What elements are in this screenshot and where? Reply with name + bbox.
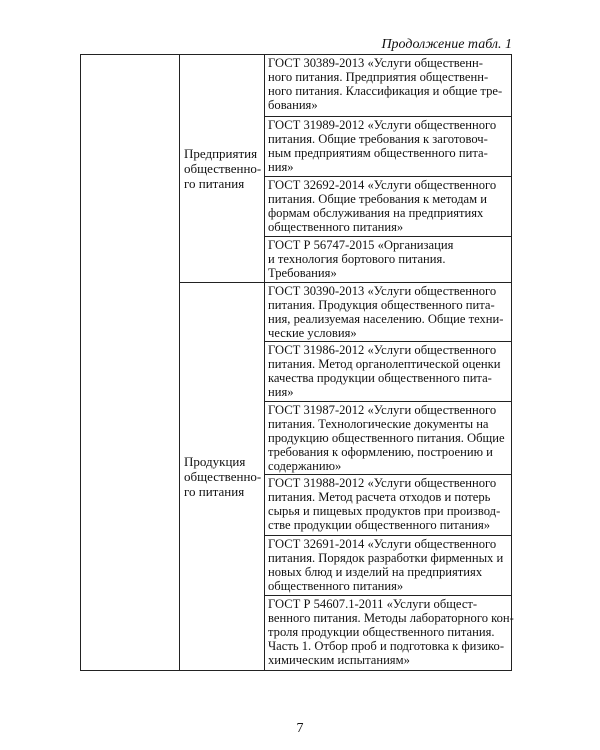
category-text-line: Предприятия — [184, 146, 258, 161]
standard-text-line: питания. Порядок разработки фирменных и — [268, 551, 504, 565]
standard-text-line: питания. Продукция общественного пита- — [268, 298, 495, 312]
standard-text-line: требования к оформлению, построению и — [268, 445, 493, 459]
category-text-line: го питания — [184, 176, 245, 191]
standard-cell — [265, 536, 512, 596]
standard-text-line: питания. Метод органолептической оценки — [268, 357, 501, 371]
standard-text-line: ГОСТ 31988-2012 «Услуги общественного — [268, 476, 497, 490]
standard-text-line: питания. Технологические документы на — [268, 417, 489, 431]
standard-cell — [265, 342, 512, 402]
category-text-line: общественно- — [184, 161, 262, 176]
standard-text-line: ГОСТ 32692-2014 «Услуги общественного — [268, 178, 497, 192]
standard-text-line: бования» — [268, 98, 318, 112]
category-text-line: Продукция — [184, 454, 246, 469]
standard-text-line: стве продукции общественного питания» — [268, 518, 491, 532]
standard-text-line: формам обслуживания на предприятиях — [268, 206, 484, 220]
standard-text-line: ния» — [268, 385, 294, 399]
standard-text-line: ГОСТ 32691-2014 «Услуги общественного — [268, 537, 497, 551]
standard-cell — [265, 177, 512, 237]
standard-text-line: ГОСТ 31987-2012 «Услуги общественного — [268, 403, 497, 417]
standard-cell — [265, 283, 512, 342]
standard-text-line: ным предприятиям общественного пита- — [268, 146, 488, 160]
standard-text-line: ного питания. Классификация и общие тре- — [268, 84, 503, 98]
standard-text-line: ГОСТ 30390-2013 «Услуги общественного — [268, 284, 497, 298]
page-number: 7 — [296, 721, 304, 736]
standard-cell — [265, 55, 512, 117]
standard-text-line: новых блюд и изделий на предприятиях — [268, 565, 483, 579]
standard-text-line: ния» — [268, 160, 294, 174]
standard-text-line: химическим испытаниям» — [268, 653, 410, 667]
standard-text-line: общественного питания» — [268, 579, 404, 593]
standard-text-line: питания. Общие требования к методам и — [268, 192, 487, 206]
table-continuation-title: Продолжение табл. 1 — [381, 37, 512, 52]
standard-cell — [265, 596, 512, 671]
standard-text-line: ного питания. Предприятия общественн- — [268, 70, 489, 84]
standard-text-line: продукцию общественного питания. Общие — [268, 431, 505, 445]
standard-text-line: питания. Общие требования к заготовоч- — [268, 132, 488, 146]
standard-text-line: ГОСТ 30389-2013 «Услуги общественн- — [268, 56, 483, 70]
standard-text-line: ГОСТ Р 54607.1-2011 «Услуги общест- — [268, 597, 478, 611]
standard-text-line: содержанию» — [268, 459, 342, 473]
empty-first-column-cell — [81, 55, 180, 671]
standard-cell — [265, 237, 512, 283]
category-text-line: го питания — [184, 484, 245, 499]
standard-text-line: ГОСТ Р 56747-2015 «Организация — [268, 238, 454, 252]
standard-cell — [265, 475, 512, 536]
standard-text-line: и технология бортового питания. — [268, 252, 446, 266]
standard-cell — [265, 117, 512, 177]
standard-text-line: ческие условия» — [268, 326, 357, 340]
standard-text-line: Требования» — [268, 266, 337, 280]
standard-cell — [265, 402, 512, 475]
standard-text-line: венного питания. Методы лабораторного кон- — [268, 611, 514, 625]
table-row — [81, 55, 512, 117]
standard-text-line: троля продукции общественного питания. — [268, 625, 495, 639]
standard-text-line: ГОСТ 31989-2012 «Услуги общественного — [268, 118, 497, 132]
category-cell — [180, 55, 265, 283]
standard-text-line: ГОСТ 31986-2012 «Услуги общественного — [268, 343, 497, 357]
category-text-line: общественно- — [184, 469, 262, 484]
standards-table — [80, 54, 512, 671]
standard-text-line: качества продукции общественного пита- — [268, 371, 492, 385]
standard-text-line: ния, реализуемая населению. Общие техни- — [268, 312, 504, 326]
standard-text-line: питания. Метод расчета отходов и потерь — [268, 490, 491, 504]
standard-text-line: сырья и пищевых продуктов при производ- — [268, 504, 501, 518]
category-cell — [180, 283, 265, 671]
standard-text-line: общественного питания» — [268, 220, 404, 234]
standard-text-line: Часть 1. Отбор проб и подготовка к физико- — [268, 639, 505, 653]
